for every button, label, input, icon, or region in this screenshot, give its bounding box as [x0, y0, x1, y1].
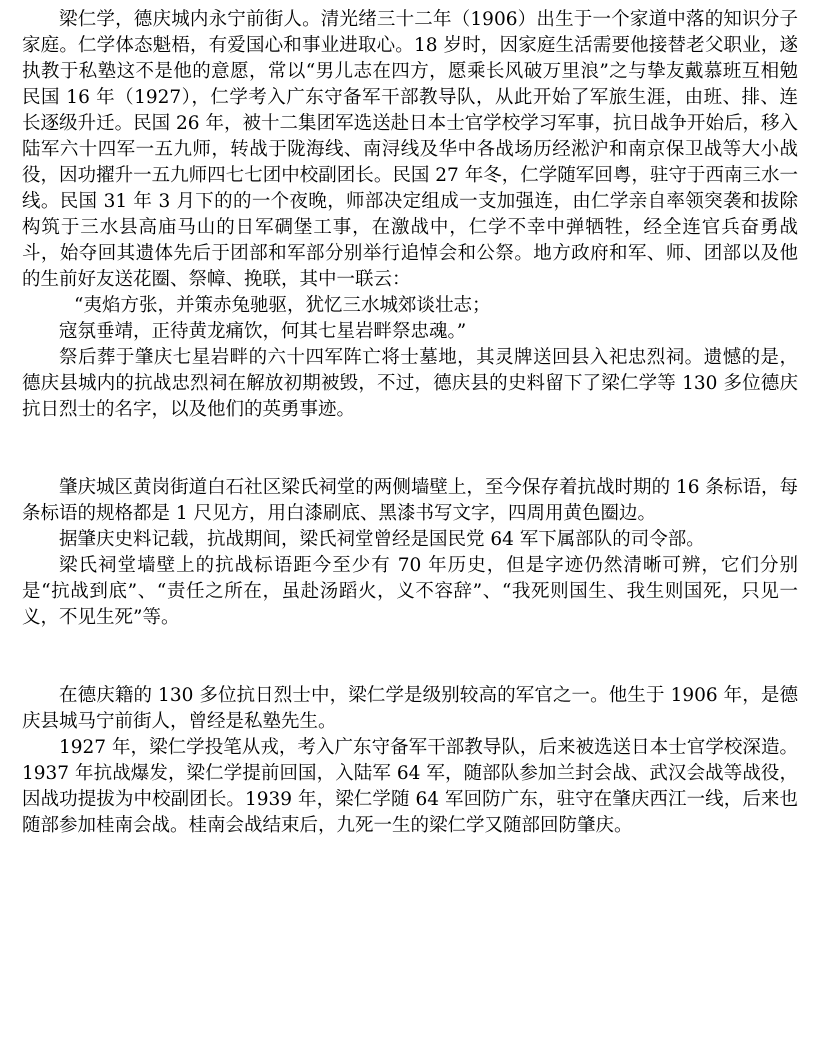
section-gap	[22, 631, 798, 683]
document-body	[22, 7, 798, 839]
paragraph-biography: 梁仁学，德庆城内永宁前街人。清光绪三十二年（1906）出生于一个家道中落的知识分子家庭。仁学体态魁梧，有爱国心和事业进取心。18 岁时，因家庭生活需要他接替老父职业，遂执教于私塾这不是他的意愿，常以“男儿志在四方，愿乘长风破万里浪”之与挚友戴慕班互相勉民国 16 年（1927），仁学考入广东守备军干部教导队，从此开始了军旅生涯，由班、排、连长逐级升迁。民国 26 年，被十二集团军选送赴日本士官学校学习军事，抗日战争开始后，移入陆军六十四军一五九师，转战于陇海线、南浔线及华中各战场历经淞沪和南京保卫战等大小战役，因功擢升一五九师四七七团中校副团长。民国 27 年冬，仁学随军回粤，驻守于西南三水一线。民国 31 年 3 月下的的一个夜晚，师部决定组成一支加强连，由仁学亲自率领突袭和拔除构筑于三水县高庙马山的日军碉堡工事，在激战中，仁学不幸中弹牺牲，经全连官兵奋勇战斗，始夺回其遗体先后于团部和军部分别举行追悼会和公祭。地方政府和军、师、团部以及他的生前好友送花圈、祭幛、挽联，其中一联云：	[22, 9, 798, 290]
paragraph-military-career: 1927 年，梁仁学投笔从戎，考入广东守备军干部教导队，后来被选送日本士官学校深造。1937 年抗战爆发，梁仁学提前回国，入陆军 64 军，随部队参加兰封会战、武汉会战等战役，因战功提拔为中校副团长。1939 年，梁仁学随 64 军回防广东，驻守在肇庆西江一线，后来也随部参加桂南会战。桂南会战结束后，九死一生的梁仁学又随部回防肇庆。	[22, 737, 798, 836]
couplet-line-1: “夷焰方张，并策赤兔驰驱，犹忆三水城郊谈壮志；	[74, 295, 491, 316]
paragraph-burial: 祭后葬于肇庆七星岩畔的六十四军阵亡将士墓地，其灵牌送回县入祀忠烈祠。遗憾的是，德庆县城内的抗战忠烈祠在解放初期被毁，不过，德庆县的史料留下了梁仁学等 130 多位德庆抗日烈士的名字，以及他们的英勇事迹。	[22, 347, 798, 420]
paragraph-slogans-list: 梁氏祠堂墙壁上的抗战标语距今至少有 70 年历史，但是字迹仍然清晰可辨，它们分别是“抗战到底”、“责任之所在，虽赴汤蹈火，义不容辞”、“我死则国生、我生则国死，只见一义，不见生死”等。	[22, 555, 798, 628]
paragraph-officer-intro: 在德庆籍的 130 多位抗日烈士中，梁仁学是级别较高的军官之一。他生于 1906 年，是德庆县城马宁前街人，曾经是私塾先生。	[22, 685, 798, 732]
section-gap	[22, 423, 798, 475]
paragraph-slogans-intro: 肇庆城区黄岗街道白石社区梁氏祠堂的两侧墙壁上，至今保存着抗战时期的 16 条标语，每条标语的规格都是 1 尺见方，用白漆刷底、黑漆书写文字，四周用黄色圈边。	[22, 477, 798, 524]
couplet-line-2: 寇氛垂靖，正待黄龙痛饮，何其七星岩畔祭忠魂。”	[59, 321, 467, 342]
paragraph-headquarters: 据肇庆史料记载，抗战期间，梁氏祠堂曾经是国民党 64 军下属部队的司令部。	[59, 529, 705, 550]
